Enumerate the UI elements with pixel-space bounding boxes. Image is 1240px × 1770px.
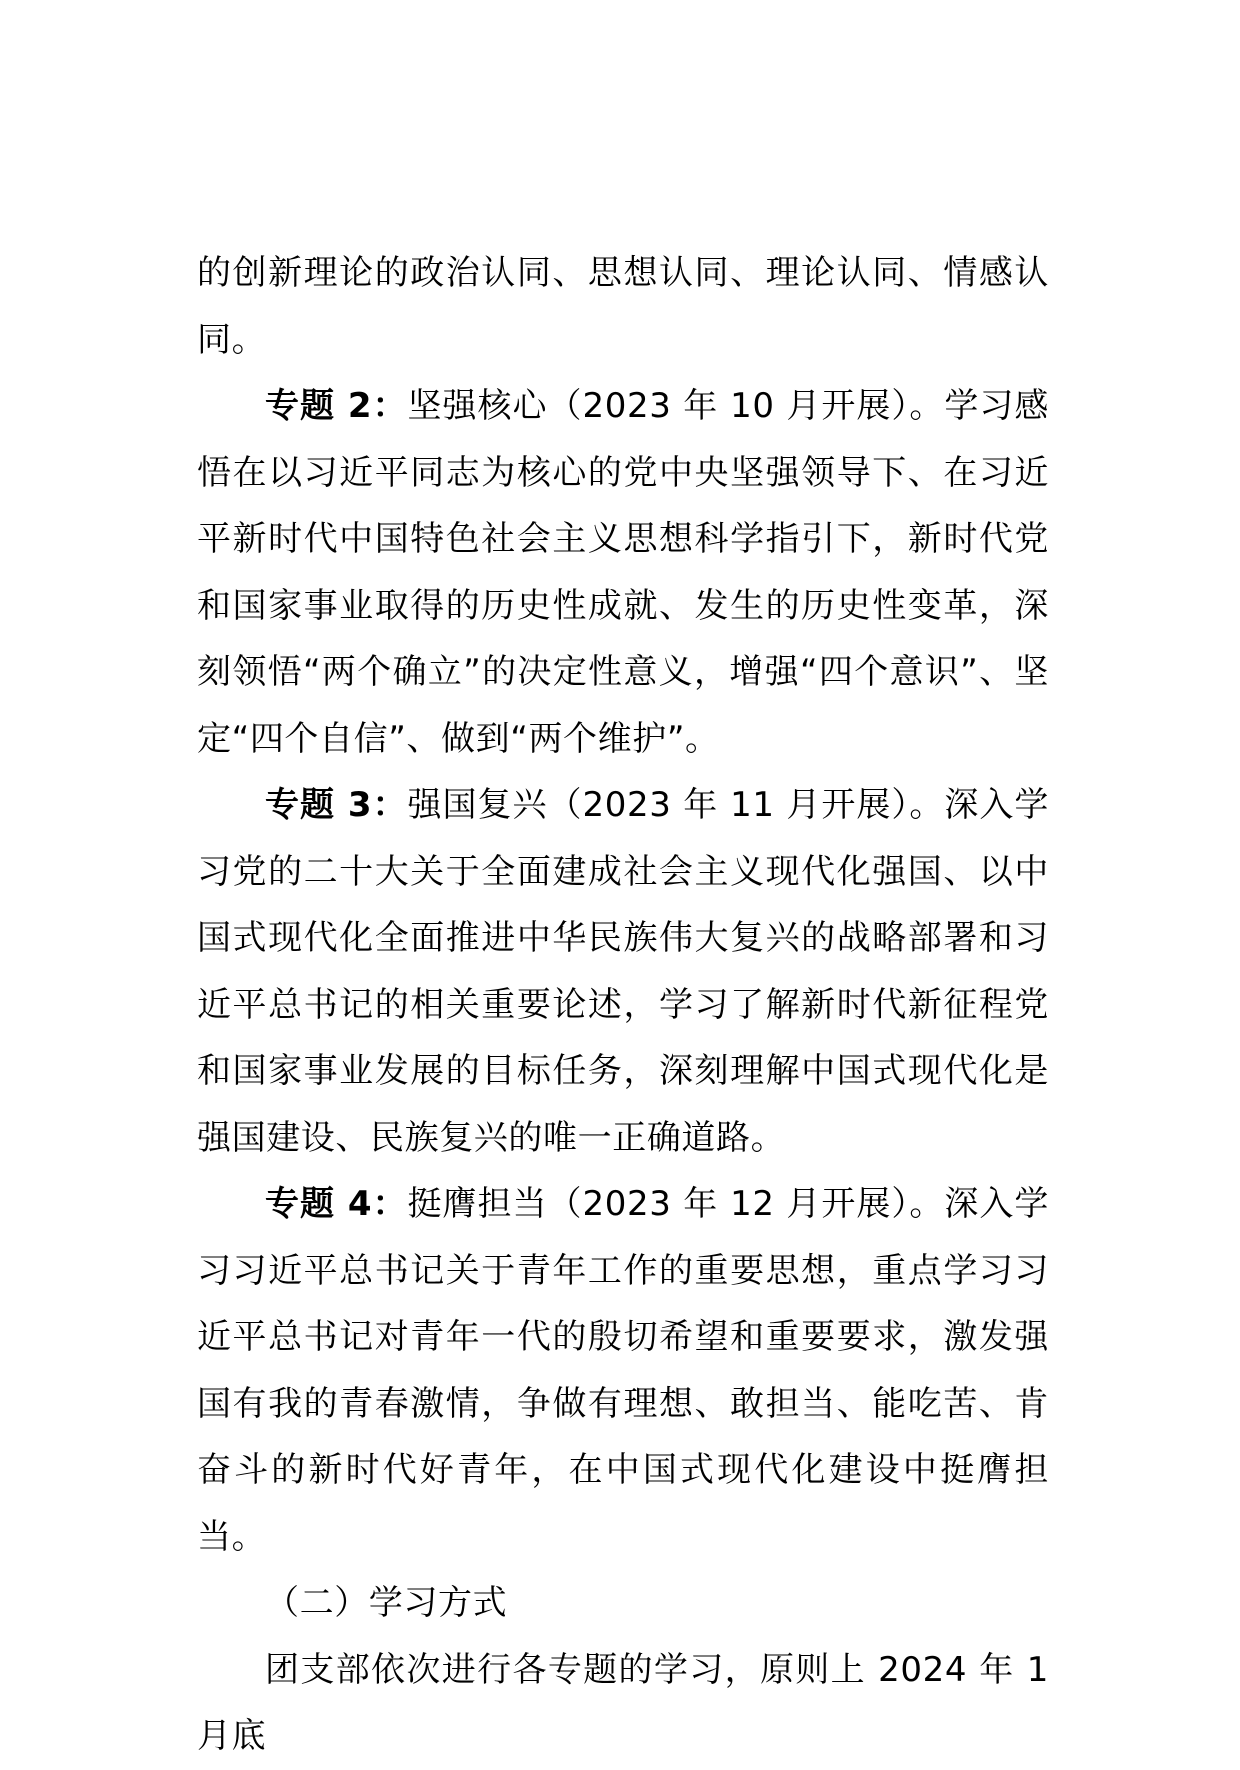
study-method-text: 团支部依次进行各专题的学习，原则上 2024 年 1 月底: [197, 1649, 1049, 1756]
study-method-paragraph: [197, 1637, 1049, 1770]
topic-4-text: 挺膺担当（2023 年 12 月开展）。深入学习习近平总书记关于青年工作的重要思想，重点学习习近平总书记对青年一代的殷切希望和重要要求，激发强国有我的青春激情，争做有理想、敢担当、能吃苦、肯奋斗的新时代好青年，在中国式现代化建设中挺膺担当。: [197, 1184, 1049, 1557]
section-heading-text: （二）学习方式: [265, 1583, 508, 1623]
topic-3-label: 专题 3：: [265, 785, 408, 825]
topic-4-paragraph: [197, 1171, 1049, 1570]
topic-3-text: 强国复兴（2023 年 11 月开展）。深入学习党的二十大关于全面建成社会主义现代化强国、以中国式现代化全面推进中华民族伟大复兴的战略部署和习近平总书记的相关重要论述，学习了解新时代新征程党和国家事业发展的目标任务，深刻理解中国式现代化是强国建设、民族复兴的唯一正确道路。: [197, 785, 1049, 1158]
topic-2-paragraph: [197, 373, 1049, 772]
topic-2-label: 专题 2：: [265, 386, 408, 426]
paragraph-continuation: [197, 240, 1049, 373]
topic-3-paragraph: [197, 772, 1049, 1171]
section-heading: [197, 1570, 1049, 1637]
topic-2-text: 坚强核心（2023 年 10 月开展）。学习感悟在以习近平同志为核心的党中央坚强领导下、在习近平新时代中国特色社会主义思想科学指引下，新时代党和国家事业取得的历史性成就、发生的历史性变革，深刻领悟“两个确立”的决定性意义，增强“四个意识”、坚定“四个自信”、做到“两个维护”。: [197, 386, 1049, 759]
document-page: [197, 240, 1049, 1770]
paragraph-text: 的创新理论的政治认同、思想认同、理论认同、情感认同。: [197, 253, 1049, 360]
topic-4-label: 专题 4：: [265, 1184, 408, 1224]
